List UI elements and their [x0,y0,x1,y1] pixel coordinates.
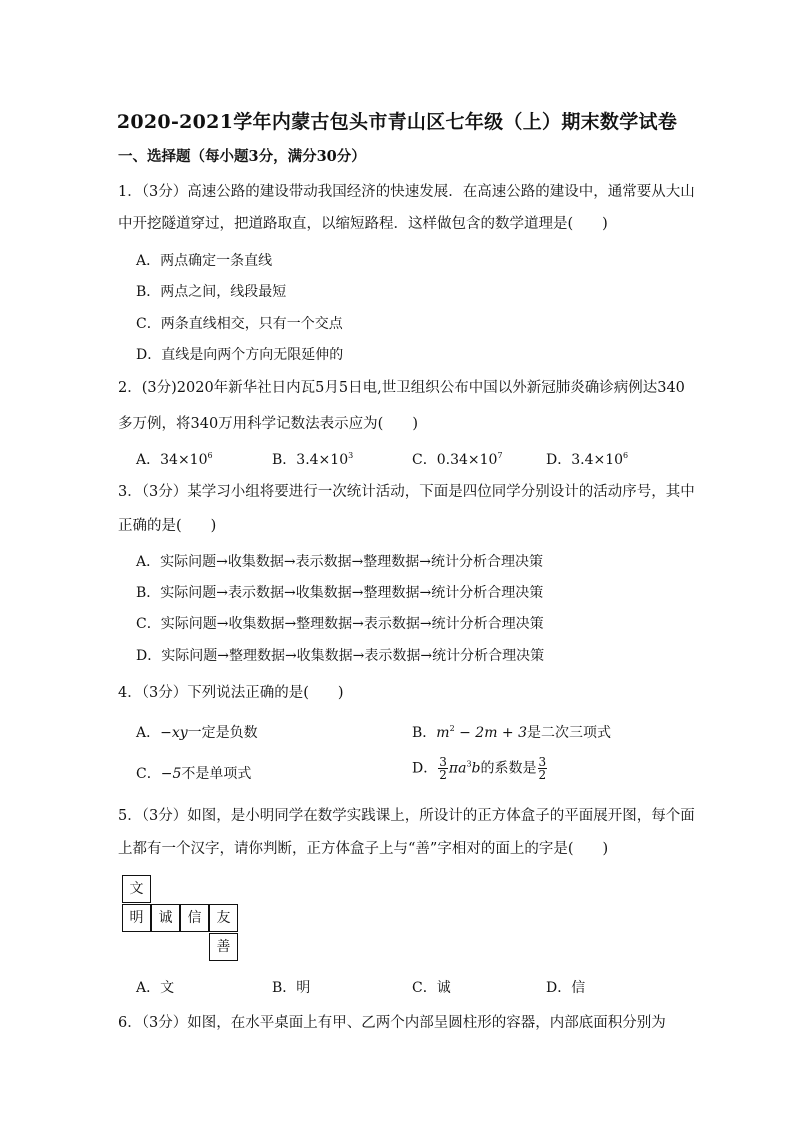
fraction-denominator: 2 [439,768,447,782]
cube-net-cell: 善 [209,933,238,961]
cube-net-cell: 诚 [151,904,180,932]
option-label: D． [546,452,572,468]
fraction [438,756,448,781]
question-4-option-c [136,763,251,783]
option-math: 3.4×10 [296,452,349,468]
question-1-option-a: A．两点确定一条直线 [136,253,273,269]
option-label: B． [412,725,437,741]
option-text: 是二次三项式 [527,725,612,741]
question-2-line-2: 多万例，将340万用科学记数法表示应为( ) [118,416,418,432]
question-3-option-a: A．实际问题→收集数据→表示数据→整理数据→统计分析合理决策 [136,554,544,570]
option-label: C． [412,452,437,468]
option-exponent: 7 [497,451,503,460]
section-heading: 一、选择题（每小题3分，满分30分） [118,148,366,165]
option-math-rest: b [471,760,481,777]
option-label: D． [412,760,438,777]
option-label: C． [136,766,161,782]
question-2-option-b [272,449,353,469]
question-3-option-c: C．实际问题→收集数据→整理数据→表示数据→统计分析合理决策 [136,616,544,632]
fraction-numerator: 3 [439,755,447,769]
question-1-line-1: 1．（3分）高速公路的建设带动我国经济的快速发展．在高速公路的建设中，通常要从大山 [118,184,695,200]
option-math: πa [448,760,467,777]
option-text: 不是单项式 [181,766,252,782]
question-1-option-b: B．两点之间，线段最短 [136,284,287,300]
cube-net-figure [122,875,242,963]
question-5-line-2: 上都有一个汉字，请你判断，正方体盒子上与“善”字相对的面上的字是( ) [118,841,609,857]
question-2-option-d [546,449,628,469]
question-6-line-1: 6．（3分）如图，在水平桌面上有甲、乙两个内部呈圆柱形的容器，内部底面积分别为 [118,1015,666,1031]
option-math: −5 [160,766,182,782]
cube-net-cell: 友 [209,904,238,932]
cube-net-cell: 文 [122,875,151,903]
question-5-option-b: B．明 [272,980,311,996]
option-exponent: 6 [207,451,213,460]
question-4-option-d [412,756,548,781]
option-exponent: 2 [449,724,455,733]
option-math: −xy [160,725,188,741]
option-math: 0.34×10 [436,452,498,468]
question-4-option-b [412,722,611,742]
question-2-option-a [136,449,213,469]
question-5-option-d: D．信 [546,980,586,996]
fraction [538,756,548,781]
option-exponent: 3 [466,759,472,769]
question-5-option-a: A．文 [136,980,175,996]
question-1-option-d: D．直线是向两个方向无限延伸的 [136,347,344,363]
question-4-stem: 4．（3分）下列说法正确的是( ) [118,685,344,701]
option-math: 34×10 [160,452,208,468]
option-label: B． [272,452,297,468]
question-2-line-1: 2．(3分)2020年新华社日内瓦5月5日电,世卫组织公布中国以外新冠肺炎确诊病例达340 [118,380,685,396]
question-1-option-c: C．两条直线相交，只有一个交点 [136,316,343,332]
cube-net-cell: 信 [180,904,209,932]
question-3-option-b: B．实际问题→表示数据→收集数据→整理数据→统计分析合理决策 [136,585,544,601]
question-3-line-1: 3．（3分）某学习小组将要进行一次统计活动，下面是四位同学分别设计的活动序号，其中 [118,484,695,500]
option-label: A． [136,452,161,468]
cube-net-cell: 明 [122,904,151,932]
question-1-line-2: 中开挖隧道穿过，把道路取直，以缩短路程．这样做包含的数学道理是( ) [118,216,608,232]
question-5-option-c: C．诚 [412,980,451,996]
question-2-option-c [412,449,503,469]
option-label: A． [136,725,161,741]
fraction-numerator: 3 [538,755,547,769]
option-exponent: 6 [623,451,629,460]
page-title: 2020-2021学年内蒙古包头市青山区七年级（上）期末数学试卷 [116,111,678,133]
option-math: m [436,725,450,741]
option-math-rest: − 2m + 3 [454,725,528,741]
option-text: 的系数是 [480,760,537,777]
question-4-option-a [136,722,258,742]
option-math: 3.4×10 [571,452,624,468]
fraction-denominator: 2 [538,768,547,782]
option-text: 一定是负数 [187,725,258,741]
option-exponent: 3 [348,451,354,460]
question-3-option-d: D．实际问题→整理数据→收集数据→表示数据→统计分析合理决策 [136,648,545,664]
question-3-line-2: 正确的是( ) [118,518,217,534]
question-5-line-1: 5．（3分）如图，是小明同学在数学实践课上，所设计的正方体盒子的平面展开图，每个面 [118,808,695,824]
